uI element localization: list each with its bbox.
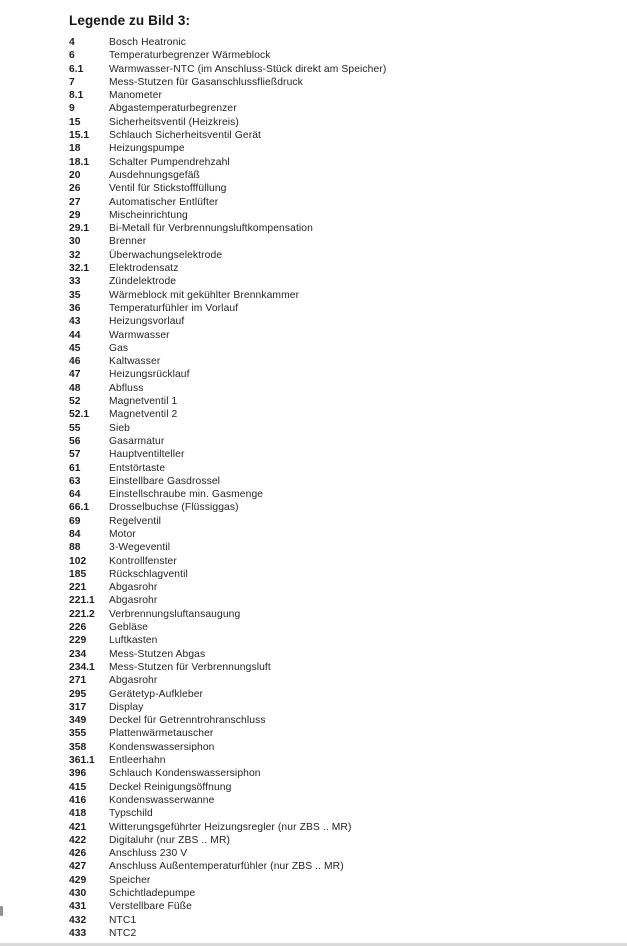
legend-row: [69, 515, 619, 528]
legend-item-label: Magnetventil 2: [109, 409, 178, 421]
legend-row: [69, 422, 619, 435]
legend-item-number: 415: [69, 781, 87, 793]
legend-row: [69, 89, 619, 102]
legend-item-number: 35: [69, 289, 81, 301]
legend-item-label: Manometer: [109, 90, 162, 102]
legend-item-number: 36: [69, 302, 81, 314]
legend-row: [69, 196, 619, 209]
legend-item-label: Elektrodensatz: [109, 263, 179, 275]
legend-row: [69, 262, 619, 275]
legend-item-label: Mess-Stutzen Abgas: [109, 648, 206, 660]
legend-item-number: 26: [69, 183, 81, 195]
legend-item-number: 234: [69, 648, 87, 660]
legend-row: [69, 754, 619, 767]
legend-item-label: Deckel Reinigungsöffnung: [109, 781, 232, 793]
legend-row: [69, 368, 619, 381]
legend-item-number: 102: [69, 555, 87, 567]
legend-row: [69, 794, 619, 807]
legend-row: [69, 129, 619, 142]
legend-item-number: 30: [69, 236, 81, 248]
legend-item-label: Abfluss: [109, 382, 144, 394]
legend-item-number: 430: [69, 888, 87, 899]
legend-title: Legende zu Bild 3:: [69, 13, 191, 28]
legend-item-label: Hauptventilteller: [109, 449, 185, 461]
legend-row: [69, 821, 619, 834]
legend-item-number: 29: [69, 209, 81, 221]
legend-item-number: 15.1: [69, 130, 90, 142]
legend-row: [69, 329, 619, 342]
legend-row: [69, 302, 619, 315]
legend-item-label: Mischeinrichtung: [109, 209, 188, 221]
legend-item-number: 57: [69, 449, 81, 461]
legend-row: [69, 342, 619, 355]
legend-item-label: Bi-Metall für Verbrennungsluftkompensation: [109, 223, 313, 235]
legend-row: [69, 714, 619, 727]
legend-item-label: Verstellbare Füße: [109, 901, 192, 913]
legend-item-label: Bosch Heatronic: [109, 37, 187, 48]
legend-item-label: Ventil für Stickstofffüllung: [109, 183, 227, 195]
legend-item-number: 358: [69, 741, 87, 753]
legend-item-number: 6.1: [69, 63, 84, 75]
legend-item-label: Magnetventil 1: [109, 396, 178, 408]
legend-row: [69, 382, 619, 395]
legend-row: [69, 874, 619, 887]
legend-item-number: 422: [69, 834, 87, 846]
legend-item-label: Einstellschraube min. Gasmenge: [109, 489, 264, 501]
legend-item-number: 355: [69, 728, 87, 740]
legend-row: [69, 767, 619, 780]
legend-row: [69, 488, 619, 501]
legend-item-number: 88: [69, 542, 81, 554]
legend-item-label: Zündelektrode: [109, 276, 177, 288]
legend-item-number: 7: [69, 76, 75, 88]
legend-row: [69, 222, 619, 235]
legend-row: [69, 555, 619, 568]
legend-item-label: Brenner: [109, 236, 147, 248]
legend-item-label: Drosselbuchse (Flüssiggas): [109, 502, 239, 514]
legend-item-number: 221.1: [69, 595, 95, 607]
legend-item-label: Kondenswassersiphon: [109, 741, 215, 753]
legend-item-label: Entleerhahn: [109, 755, 166, 767]
legend-row: [69, 648, 619, 661]
legend-item-label: 3-Wegeventil: [109, 542, 171, 554]
legend-item-number: 52.1: [69, 409, 90, 421]
legend-row: [69, 475, 619, 488]
legend-item-label: Ausdehnungsgefäß: [109, 169, 200, 181]
legend-item-number: 84: [69, 528, 81, 540]
legend-item-label: Automatischer Entlüfter: [109, 196, 219, 208]
legend-item-number: 8.1: [69, 90, 84, 102]
legend-item-number: 61: [69, 462, 81, 474]
legend-item-number: 429: [69, 874, 87, 886]
legend-item-number: 421: [69, 821, 87, 833]
legend-item-number: 427: [69, 861, 87, 873]
legend-row: [69, 674, 619, 687]
legend-item-number: 29.1: [69, 223, 90, 235]
legend-row: [69, 621, 619, 634]
legend-row: [69, 355, 619, 368]
legend-row: [69, 209, 619, 222]
legend-item-number: 433: [69, 927, 87, 939]
legend-item-label: Heizungspumpe: [109, 143, 185, 155]
legend-row: [69, 900, 619, 913]
legend-row: [69, 408, 619, 421]
legend-row: [69, 435, 619, 448]
legend-item-label: Warmwasser: [109, 329, 170, 341]
legend-row: [69, 448, 619, 461]
legend-item-label: Entstörtaste: [109, 462, 166, 474]
legend-item-label: Gebläse: [109, 622, 149, 634]
legend-row: [69, 501, 619, 514]
legend-item-label: Abgastemperaturbegrenzer: [109, 103, 237, 115]
legend-item-number: 229: [69, 635, 87, 647]
legend-item-label: Regelventil: [109, 515, 162, 527]
legend-item-label: Mess-Stutzen für Verbrennungsluft: [109, 661, 271, 673]
legend-item-label: Abgasrohr: [109, 582, 158, 594]
legend-row: [69, 235, 619, 248]
legend-row: [69, 727, 619, 740]
legend-row: [69, 156, 619, 169]
legend-item-label: Gasarmatur: [109, 435, 165, 447]
legend-item-number: 18: [69, 143, 81, 155]
legend-item-label: Warmwasser-NTC (im Anschluss-Stück direkt am Speicher): [109, 63, 387, 75]
legend-item-number: 33: [69, 276, 81, 288]
legend-item-label: Kontrollfenster: [109, 555, 177, 567]
legend-row: [69, 688, 619, 701]
legend-row: [69, 49, 619, 62]
legend-item-number: 221: [69, 582, 87, 594]
legend-item-label: Wärmeblock mit gekühlter Brennkammer: [109, 289, 300, 301]
legend-item-label: Temperaturbegrenzer Wärmeblock: [109, 50, 271, 62]
legend-row: [69, 289, 619, 302]
legend-item-label: Heizungsrücklauf: [109, 369, 190, 381]
legend-item-label: Schlauch Kondenswassersiphon: [109, 768, 261, 780]
legend-row: [69, 927, 619, 940]
legend-item-label: Verbrennungsluftansaugung: [109, 608, 241, 620]
legend-item-label: Witterungsgeführter Heizungsregler (nur ZBS .. MR): [109, 821, 352, 833]
legend-row: [69, 568, 619, 581]
legend-item-number: 56: [69, 435, 81, 447]
legend-item-number: 44: [69, 329, 81, 341]
legend-item-number: 32.1: [69, 263, 90, 275]
legend-item-number: 295: [69, 688, 87, 700]
legend-item-number: 9: [69, 103, 75, 115]
legend-list: [69, 36, 619, 940]
legend-item-label: Heizungsvorlauf: [109, 316, 185, 328]
legend-row: [69, 142, 619, 155]
legend-row: [69, 541, 619, 554]
legend-item-label: NTC1: [109, 914, 137, 926]
legend-item-label: Deckel für Getrenntrohranschluss: [109, 715, 266, 727]
legend-row: [69, 182, 619, 195]
legend-item-number: 432: [69, 914, 87, 926]
legend-row: [69, 36, 619, 49]
legend-item-number: 18.1: [69, 156, 90, 168]
legend-item-number: 416: [69, 794, 87, 806]
legend-item-number: 396: [69, 768, 87, 780]
legend-item-number: 226: [69, 622, 87, 634]
legend-row: [69, 608, 619, 621]
legend-item-number: 69: [69, 515, 81, 527]
legend-item-label: Display: [109, 701, 144, 713]
legend-item-number: 234.1: [69, 661, 95, 673]
legend-row: [69, 847, 619, 860]
legend-item-label: Gas: [109, 342, 129, 354]
legend-row: [69, 781, 619, 794]
legend-row: [69, 834, 619, 847]
legend-row: [69, 741, 619, 754]
legend-item-label: Digitaluhr (nur ZBS .. MR): [109, 834, 231, 846]
legend-item-number: 66.1: [69, 502, 90, 514]
legend-item-number: 20: [69, 169, 81, 181]
legend-row: [69, 701, 619, 714]
legend-item-number: 15: [69, 116, 81, 128]
legend-row: [69, 594, 619, 607]
legend-item-label: Luftkasten: [109, 635, 158, 647]
legend-item-label: Gerätetyp-Aufkleber: [109, 688, 204, 700]
legend-item-label: Abgasrohr: [109, 595, 158, 607]
legend-item-label: Speicher: [109, 874, 151, 886]
legend-item-label: Anschluss 230 V: [109, 848, 188, 860]
legend-row: [69, 169, 619, 182]
legend-item-number: 361.1: [69, 755, 95, 767]
legend-item-number: 43: [69, 316, 81, 328]
legend-item-number: 317: [69, 701, 87, 713]
legend-item-label: Überwachungselektrode: [109, 249, 223, 261]
legend-item-number: 221.2: [69, 608, 95, 620]
legend-item-number: 55: [69, 422, 81, 434]
legend-item-number: 47: [69, 369, 81, 381]
legend-item-number: 185: [69, 568, 87, 580]
legend-item-label: Schichtladepumpe: [109, 888, 196, 899]
legend-item-number: 48: [69, 382, 81, 394]
legend-item-label: NTC2: [109, 927, 137, 939]
legend-item-number: 271: [69, 675, 87, 687]
legend-item-label: Plattenwärmetauscher: [109, 728, 214, 740]
legend-row: [69, 807, 619, 820]
legend-item-number: 45: [69, 342, 81, 354]
legend-item-number: 63: [69, 475, 81, 487]
legend-item-label: Anschluss Außentemperaturfühler (nur ZBS .. MR): [109, 861, 344, 873]
legend-row: [69, 63, 619, 76]
legend-item-label: Schalter Pumpendrehzahl: [109, 156, 230, 168]
legend-item-number: 426: [69, 848, 87, 860]
legend-item-number: 418: [69, 808, 87, 820]
legend-row: [69, 581, 619, 594]
legend-item-number: 64: [69, 489, 81, 501]
legend-item-label: Motor: [109, 528, 136, 540]
legend-item-label: Sicherheitsventil (Heizkreis): [109, 116, 239, 128]
legend-item-number: 52: [69, 396, 81, 408]
legend-item-label: Kaltwasser: [109, 356, 161, 368]
legend-row: [69, 661, 619, 674]
legend-item-number: 32: [69, 249, 81, 261]
legend-item-label: Mess-Stutzen für Gasanschlussfließdruck: [109, 76, 303, 88]
legend-item-number: 6: [69, 50, 75, 62]
legend-item-label: Abgasrohr: [109, 675, 158, 687]
legend-row: [69, 528, 619, 541]
legend-item-label: Typschild: [109, 808, 153, 820]
legend-item-label: Temperaturfühler im Vorlauf: [109, 302, 239, 314]
legend-item-number: 46: [69, 356, 81, 368]
legend-item-label: Schlauch Sicherheitsventil Gerät: [109, 130, 262, 142]
legend-row: [69, 634, 619, 647]
legend-item-label: Einstellbare Gasdrossel: [109, 475, 221, 487]
legend-row: [69, 116, 619, 129]
legend-row: [69, 76, 619, 89]
legend-item-label: Kondenswasserwanne: [109, 794, 215, 806]
legend-row: [69, 914, 619, 927]
legend-row: [69, 395, 619, 408]
legend-item-label: Rückschlagventil: [109, 568, 188, 580]
legend-row: [69, 249, 619, 262]
legend-row: [69, 462, 619, 475]
legend-item-number: 27: [69, 196, 81, 208]
legend-item-number: 4: [69, 37, 75, 48]
scan-artifact: [0, 906, 3, 916]
legend-item-label: Sieb: [109, 422, 131, 434]
legend-row: [69, 275, 619, 288]
legend-row: [69, 102, 619, 115]
legend-row: [69, 860, 619, 873]
legend-row: [69, 887, 619, 900]
legend-item-number: 431: [69, 901, 87, 913]
legend-row: [69, 315, 619, 328]
legend-item-number: 349: [69, 715, 87, 727]
